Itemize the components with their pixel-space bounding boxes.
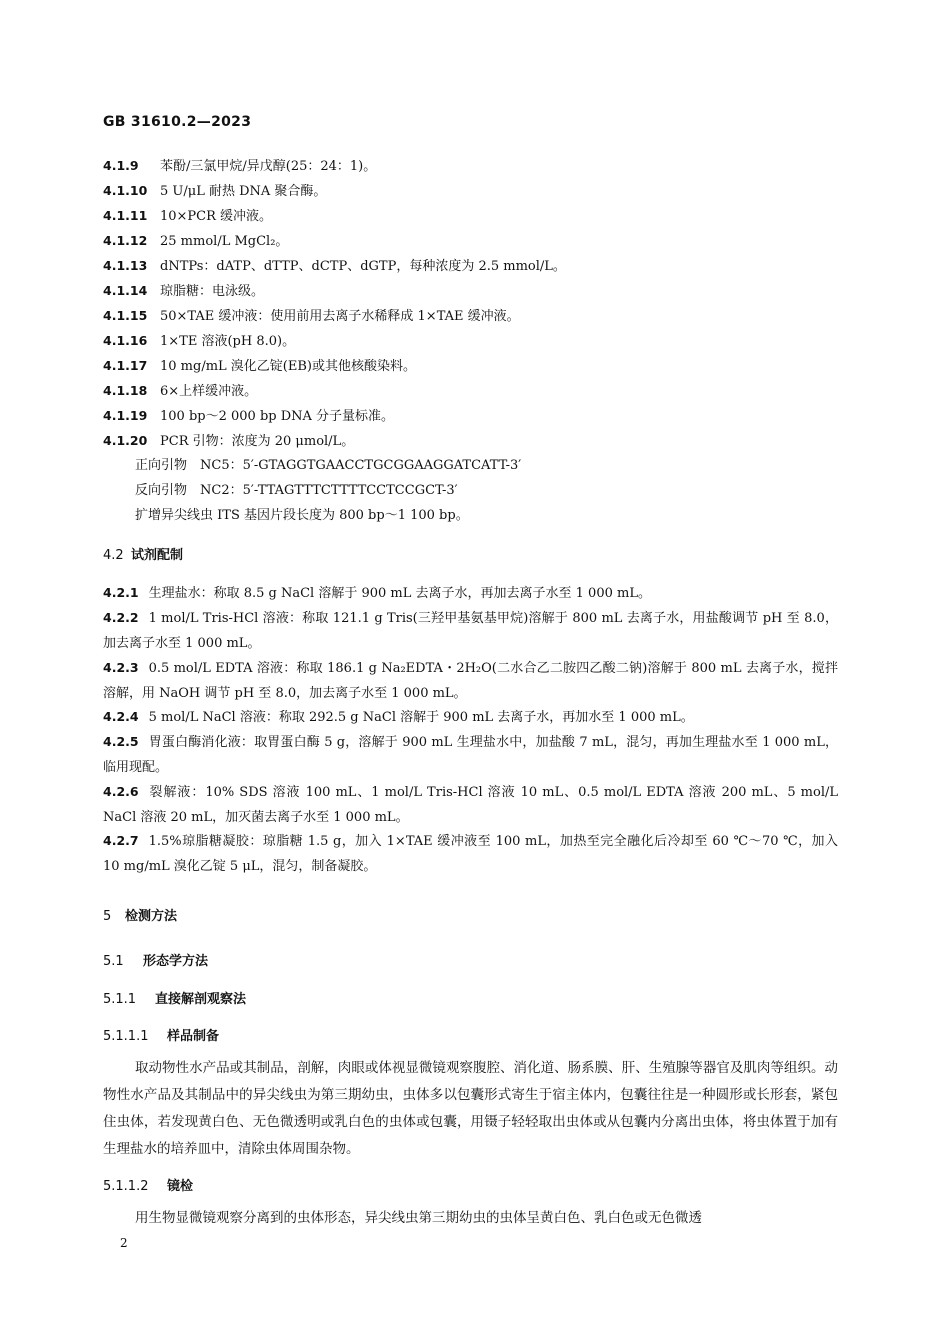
prep-item: 4.2.1 生理盐水：称取 8.5 g NaCl 溶解于 900 mL 去离子水，再加去离子水至 1 000 mL。 [103, 585, 651, 601]
amplicon-length: 扩增异尖线虫 ITS 基因片段长度为 800 bp～1 100 bp。 [135, 508, 469, 523]
page-number: 2 [120, 1236, 128, 1250]
section-heading-5-1: 5.1 形态学方法 [103, 954, 209, 969]
reagent-item: 4.1.16 1×TE 溶液(pH 8.0)。 [103, 333, 296, 349]
reagent-item: 4.1.10 5 U/μL 耐热 DNA 聚合酶。 [103, 183, 327, 199]
section-heading-5-1-1-1: 5.1.1.1 样品制备 [103, 1029, 220, 1044]
prep-item: 4.2.5 胃蛋白酶消化液：取胃蛋白酶 5 g，溶解于 900 mL 生理盐水中，加盐酸 7 mL，混匀，再加生理盐水至 1 000 mL，临用现配。 [103, 734, 838, 775]
reagent-item: 4.1.11 10×PCR 缓冲液。 [103, 208, 273, 224]
reagent-item: 4.1.18 6×上样缓冲液。 [103, 383, 258, 399]
reagent-item: 4.1.14 琼脂糖：电泳级。 [103, 283, 265, 299]
prep-item: 4.2.6 裂解液：10% SDS 溶液 100 mL、1 mol/L Tris-HCl 溶液 10 mL、0.5 mol/L EDTA 溶液 200 mL、5 mol/L NaCl 溶液 20 mL，加灭菌去离子水至 1 000 mL。 [103, 784, 838, 825]
reagent-item: 4.1.17 10 mg/mL 溴化乙锭(EB)或其他核酸染料。 [103, 358, 416, 374]
reverse-primer: 反向引物 NC2：5′-TTAGTTTCTTTTCCTCCGCT-3′ [135, 483, 458, 498]
forward-primer: 正向引物 NC5：5′-GTAGGTGAACCTGCGGAAGGATCATT-3′ [135, 458, 522, 473]
prep-item: 4.2.2 1 mol/L Tris-HCl 溶液：称取 121.1 g Tris(三羟甲基氨基甲烷)溶解于 800 mL 去离子水，用盐酸调节 pH 至 8.0，加去离子水至 1 000 mL。 [103, 610, 838, 651]
prep-item: 4.2.3 0.5 mol/L EDTA 溶液：称取 186.1 g Na₂EDTA・2H₂O(二水合乙二胺四乙酸二钠)溶解于 800 mL 去离子水，搅拌溶解，用 NaOH 调节 pH 至 8.0，加去离子水至 1 000 mL。 [103, 660, 838, 701]
reagent-item: 4.1.20 PCR 引物：浓度为 20 μmol/L。 [103, 433, 355, 449]
paragraph-microscopy: 用生物显微镜观察分离到的虫体形态，异尖线虫第三期幼虫的虫体呈黄白色、乳白色或无色微透 [135, 1210, 702, 1226]
reagent-item: 4.1.9 苯酚/三氯甲烷/异戊醇(25：24：1)。 [103, 158, 377, 174]
section-heading-5-1-1: 5.1.1 直接解剖观察法 [103, 992, 247, 1007]
reagent-item: 4.1.12 25 mmol/L MgCl₂。 [103, 233, 289, 249]
standard-number: GB 31610.2—2023 [103, 114, 252, 130]
section-heading-5-1-1-2: 5.1.1.2 镜检 [103, 1179, 194, 1194]
reagent-item: 4.1.15 50×TAE 缓冲液：使用前用去离子水稀释成 1×TAE 缓冲液。 [103, 308, 520, 324]
prep-item: 4.2.4 5 mol/L NaCl 溶液：称取 292.5 g NaCl 溶解于 900 mL 去离子水，再加水至 1 000 mL。 [103, 709, 694, 725]
reagent-item: 4.1.13 dNTPs：dATP、dTTP、dCTP、dGTP，每种浓度为 2.5 mmol/L。 [103, 258, 566, 274]
paragraph-sample-prep: 取动物性水产品或其制品，剖解，肉眼或体视显微镜观察腹腔、消化道、肠系膜、肝、生殖腺等器官及肌肉等组织。动物性水产品及其制品中的异尖线虫为第三期幼虫，虫体多以包囊形式寄生于宿主体内，包囊往往是一种圆形或长形套，紧包住虫体，若发现黄白色、无色微透明或乳白色的虫体或包囊，用镊子轻轻取出虫体或从包囊内分离出虫体，将虫体置于加有生理盐水的培养皿中，清除虫体周围杂物。 [103, 1060, 838, 1157]
section-heading-5: 5 检测方法 [103, 909, 178, 924]
section-heading-4-2: 4.2 试剂配制 [103, 548, 184, 563]
reagent-item: 4.1.19 100 bp～2 000 bp DNA 分子量标准。 [103, 408, 395, 424]
prep-item: 4.2.7 1.5%琼脂糖凝胶：琼脂糖 1.5 g，加入 1×TAE 缓冲液至 100 mL，加热至完全融化后冷却至 60 ℃～70 ℃，加入 10 mg/mL 溴化乙锭 5 μL，混匀，制备凝胶。 [103, 833, 838, 874]
